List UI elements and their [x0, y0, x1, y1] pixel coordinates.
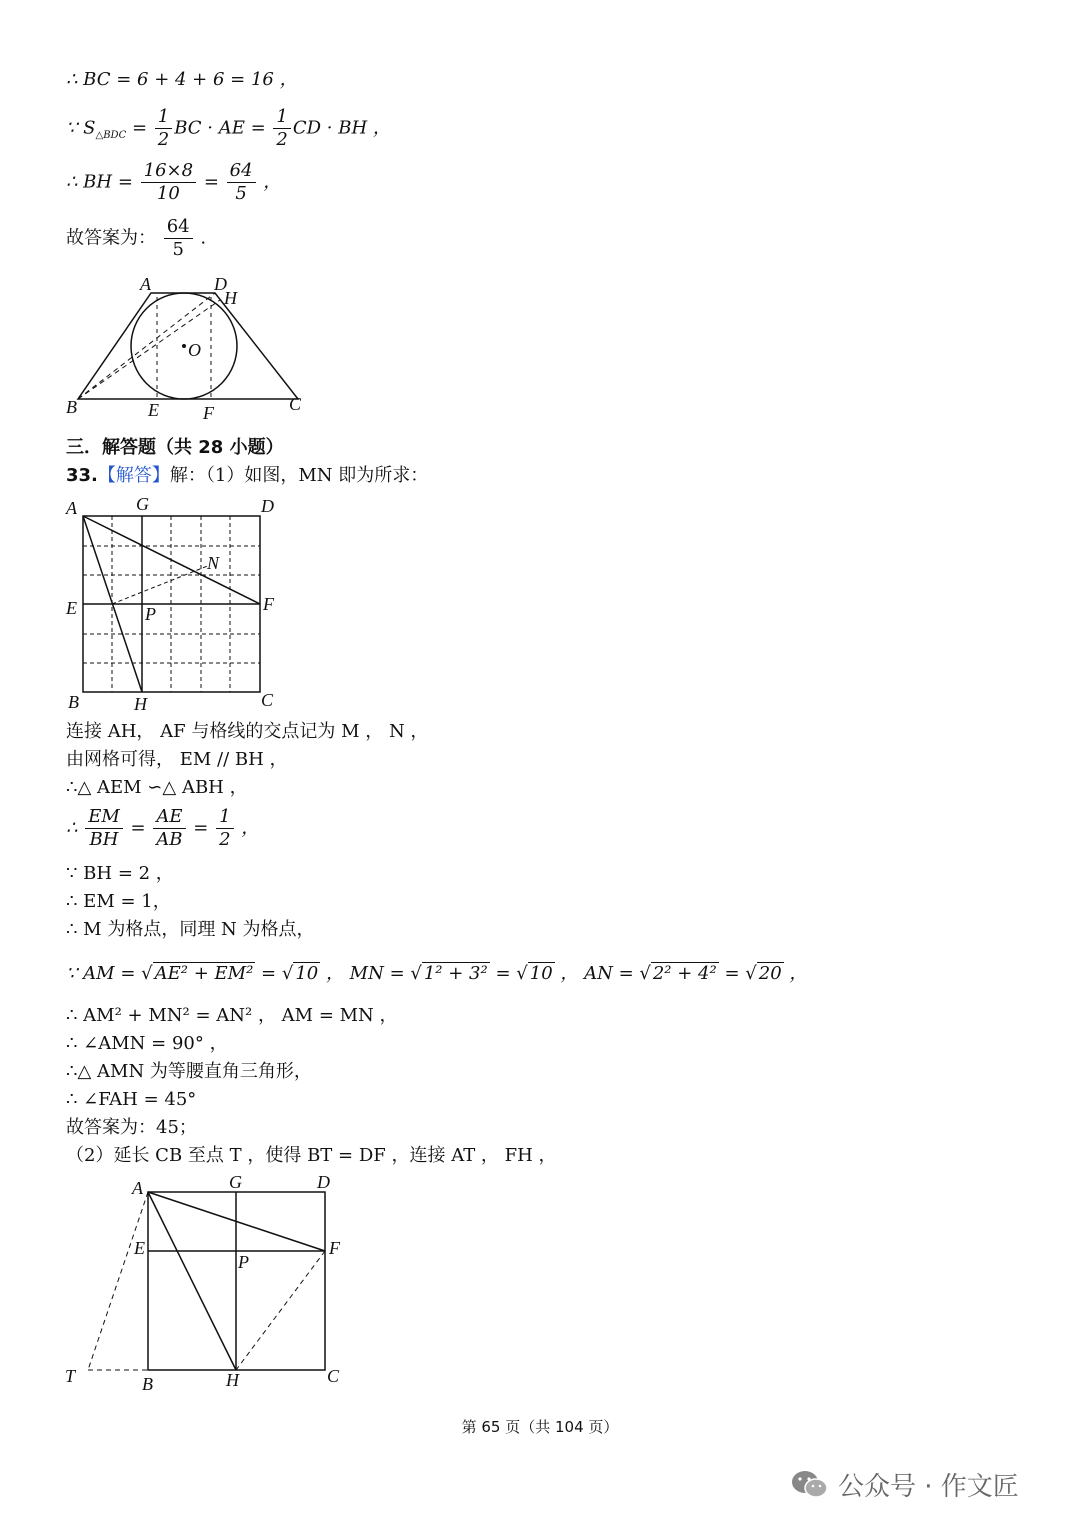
label-A: A: [140, 274, 151, 294]
label-D: D: [214, 274, 227, 294]
text-line-1: 连接 AH， AF 与格线的交点记为 M ， N ，: [66, 721, 429, 742]
text-line-6: ∴ M 为格点，同理 N 为格点，: [66, 919, 315, 940]
label-N: N: [207, 553, 220, 573]
text-line-12: （2）延长 CB 至点 T ，使得 BT = DF ，连接 AT ， FH ，: [66, 1145, 557, 1166]
equation-area: ∵ $S_{\triangle BDC}$ = $\frac{1}{2}$ BC · AE = $\frac{1}{2}$ CD · BH ，: [66, 106, 391, 150]
label-A: A: [132, 1178, 143, 1198]
label-G: G: [229, 1172, 242, 1192]
label-T: T: [65, 1366, 76, 1386]
label-E: E: [148, 400, 159, 420]
label-D: D: [317, 1172, 330, 1192]
q33-header: 33.【解答】解：（1）如图，MN 即为所求：: [66, 465, 429, 486]
figure-square: [60, 1170, 360, 1400]
label-F: F: [263, 594, 274, 614]
figure-trapezoid: [60, 270, 350, 430]
label-H: H: [226, 1370, 239, 1390]
label-G: G: [136, 494, 149, 514]
text-line-9: ∴△ AMN 为等腰直角三角形，: [66, 1061, 312, 1082]
text-line-5: ∴ EM = 1，: [66, 891, 171, 912]
label-C: C: [289, 394, 302, 414]
section-title: 三．解答题（共 28 小题）: [66, 437, 284, 458]
label-B: B: [68, 692, 79, 712]
label-D: D: [261, 496, 274, 516]
text-line-3: ∴△ AEM ∽△ ABH ，: [66, 777, 248, 798]
sqrt-equation: ∵ AM = √ AE² + EM² = √ 10 ， MN = √ 1² + 3² = √ 10 ， AN = √ 2² + 4² = √ 20 ，: [66, 963, 808, 984]
text-line-8: ∴ ∠AMN = 90° ，: [66, 1033, 228, 1054]
text-line-11: 故答案为：45；: [66, 1117, 197, 1138]
wechat-icon: [790, 1469, 830, 1501]
answer-tag: 【解答】: [97, 465, 170, 486]
label-F: F: [329, 1238, 340, 1258]
equation-bc: ∴ BC = 6 + 4 + 6 = 16 ，: [66, 69, 298, 90]
label-P: P: [238, 1252, 249, 1272]
page-footer: 第 65 页（共 104 页）: [461, 1418, 619, 1436]
label-C: C: [327, 1366, 340, 1386]
label-H: H: [134, 694, 147, 714]
ratio-equation: ∴ $\frac{EM}{BH}$ = $\frac{AE}{AB}$ = $\frac{1}{2}$ ，: [66, 806, 260, 850]
text-line-10: ∴ ∠FAH = 45°: [66, 1089, 197, 1110]
equation-bh: ∴ BH = $\frac{16\times 8}{10}$ = $\frac{64}{5}$ ，: [66, 160, 282, 204]
label-O: O: [188, 340, 201, 360]
label-E: E: [66, 598, 77, 618]
label-A: A: [66, 498, 77, 518]
label-B: B: [66, 397, 77, 417]
text-line-7: ∴ AM² + MN² = AN² ， AM = MN ，: [66, 1005, 398, 1026]
label-C: C: [261, 690, 274, 710]
text-line-2: 由网格可得， EM // BH ，: [66, 749, 288, 770]
text-line-4: ∵ BH = 2 ，: [66, 863, 174, 884]
label-B: B: [142, 1374, 153, 1394]
label-H: H: [224, 288, 237, 308]
label-P: P: [145, 604, 156, 624]
watermark: 公众号 · 作文匠: [790, 1466, 1019, 1503]
label-E: E: [134, 1238, 145, 1258]
answer-1: 故答案为： $\frac{64}{5}$ .: [66, 216, 207, 260]
label-F: F: [203, 403, 214, 423]
figure-grid: [60, 490, 290, 720]
